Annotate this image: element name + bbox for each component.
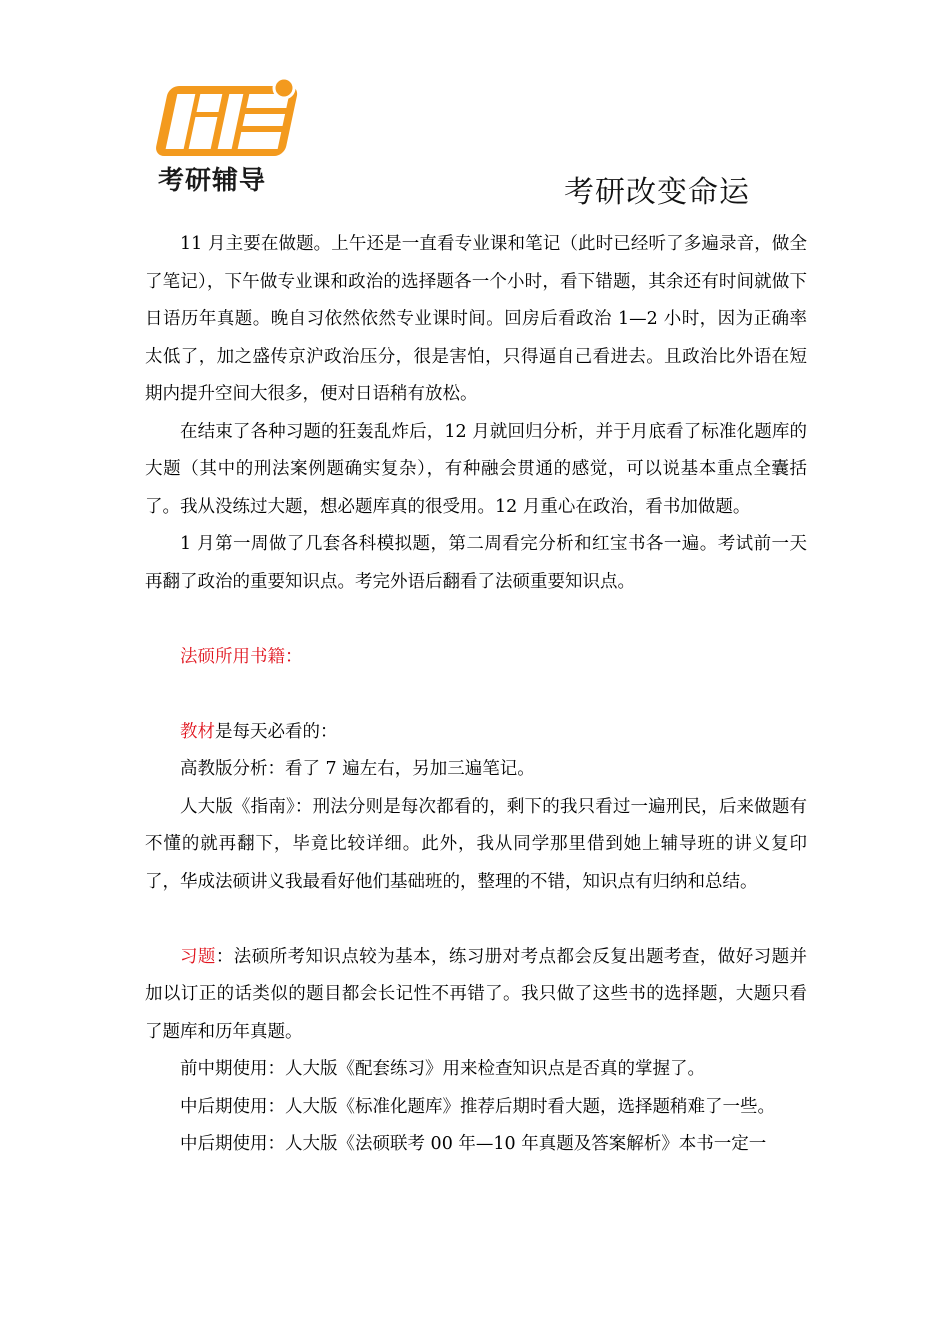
spacer — [145, 601, 807, 639]
paragraph-november: 11 月主要在做题。上午还是一直看专业课和笔记（此时已经听了多遍录音，做全了笔记），下午做专业课和政治的选择题各一个小时，看下错题，其余还有时间就做下日语历年真题。晚自习依然依然专业课时间。回房后看政治 1—2 小时，因为正确率太低了，加之盛传京沪政治压分，很是害怕，只得逼自己看进去。且政治比外语在短期内提升空间大很多，便对日语稍有放松。 — [145, 234, 807, 404]
page-header — [150, 72, 810, 212]
paragraph-renda-guide: 人大版《指南》：刑法分则是每次都看的，剩下的我只看过一遍刑民，后来做题有不懂的就再翻下，毕竟比较详细。此外，我从同学那里借到她上辅导班的讲义复印了，华成法硕讲义我最看好他们基础班的，整理的不错，知识点有归纳和总结。 — [145, 796, 807, 892]
spacer — [145, 901, 807, 939]
kaicheng-logo-mark — [150, 72, 305, 162]
paragraph-gaojiao: 高教版分析：看了 7 遍左右，另加三遍笔记。 — [180, 759, 535, 779]
exercise-intro — [145, 939, 807, 1052]
exercise-intro-text: ：法硕所考知识点较为基本，练习册对考点都会反复出题考查，做好习题并加以订正的话类似的题目都会长记性不再错了。我只做了这些书的选择题，大题只看了题库和历年真题。 — [145, 946, 808, 1042]
document-body — [145, 226, 807, 1164]
kaicheng-logo — [150, 72, 305, 194]
paragraph-early-use: 前中期使用：人大版《配套练习》用来检查知识点是否真的掌握了。 — [180, 1059, 705, 1079]
books-heading-text: 法硕所用书籍： — [180, 646, 303, 667]
textbook-label: 教材 — [180, 721, 215, 742]
exercise-label: 习题 — [180, 946, 216, 967]
spacer — [145, 676, 807, 714]
textbook-intro-text: 是每天必看的： — [215, 721, 338, 742]
paragraph-mid-use-1: 中后期使用：人大版《标准化题库》推荐后期时看大题，选择题稍难了一些。 — [180, 1096, 775, 1117]
paragraph-mid-use-2: 中后期使用：人大版《法硕联考 00 年—10 年真题及答案解析》本书一定一 — [180, 1134, 767, 1154]
logo-subtitle: 考研辅导 — [158, 166, 267, 196]
paragraph-january: 1 月第一周做了几套各科模拟题，第二周看完分析和红宝书各一遍。考试前一天再翻了政治的重要知识点。考完外语后翻看了法硕重要知识点。 — [145, 534, 807, 592]
books-heading — [145, 639, 807, 677]
paragraph-december: 在结束了各种习题的狂轰乱炸后，12 月就回归分析，并于月底看了标准化题库的大题（其中的刑法案例题确实复杂），有种融会贯通的感觉，可以说基本重点全囊括了。我从没练过大题，想必题库真的很受用。12 月重心在政治，看书加做题。 — [145, 421, 807, 517]
textbook-intro — [145, 714, 807, 752]
slogan: 考研改变命运 — [564, 175, 750, 210]
